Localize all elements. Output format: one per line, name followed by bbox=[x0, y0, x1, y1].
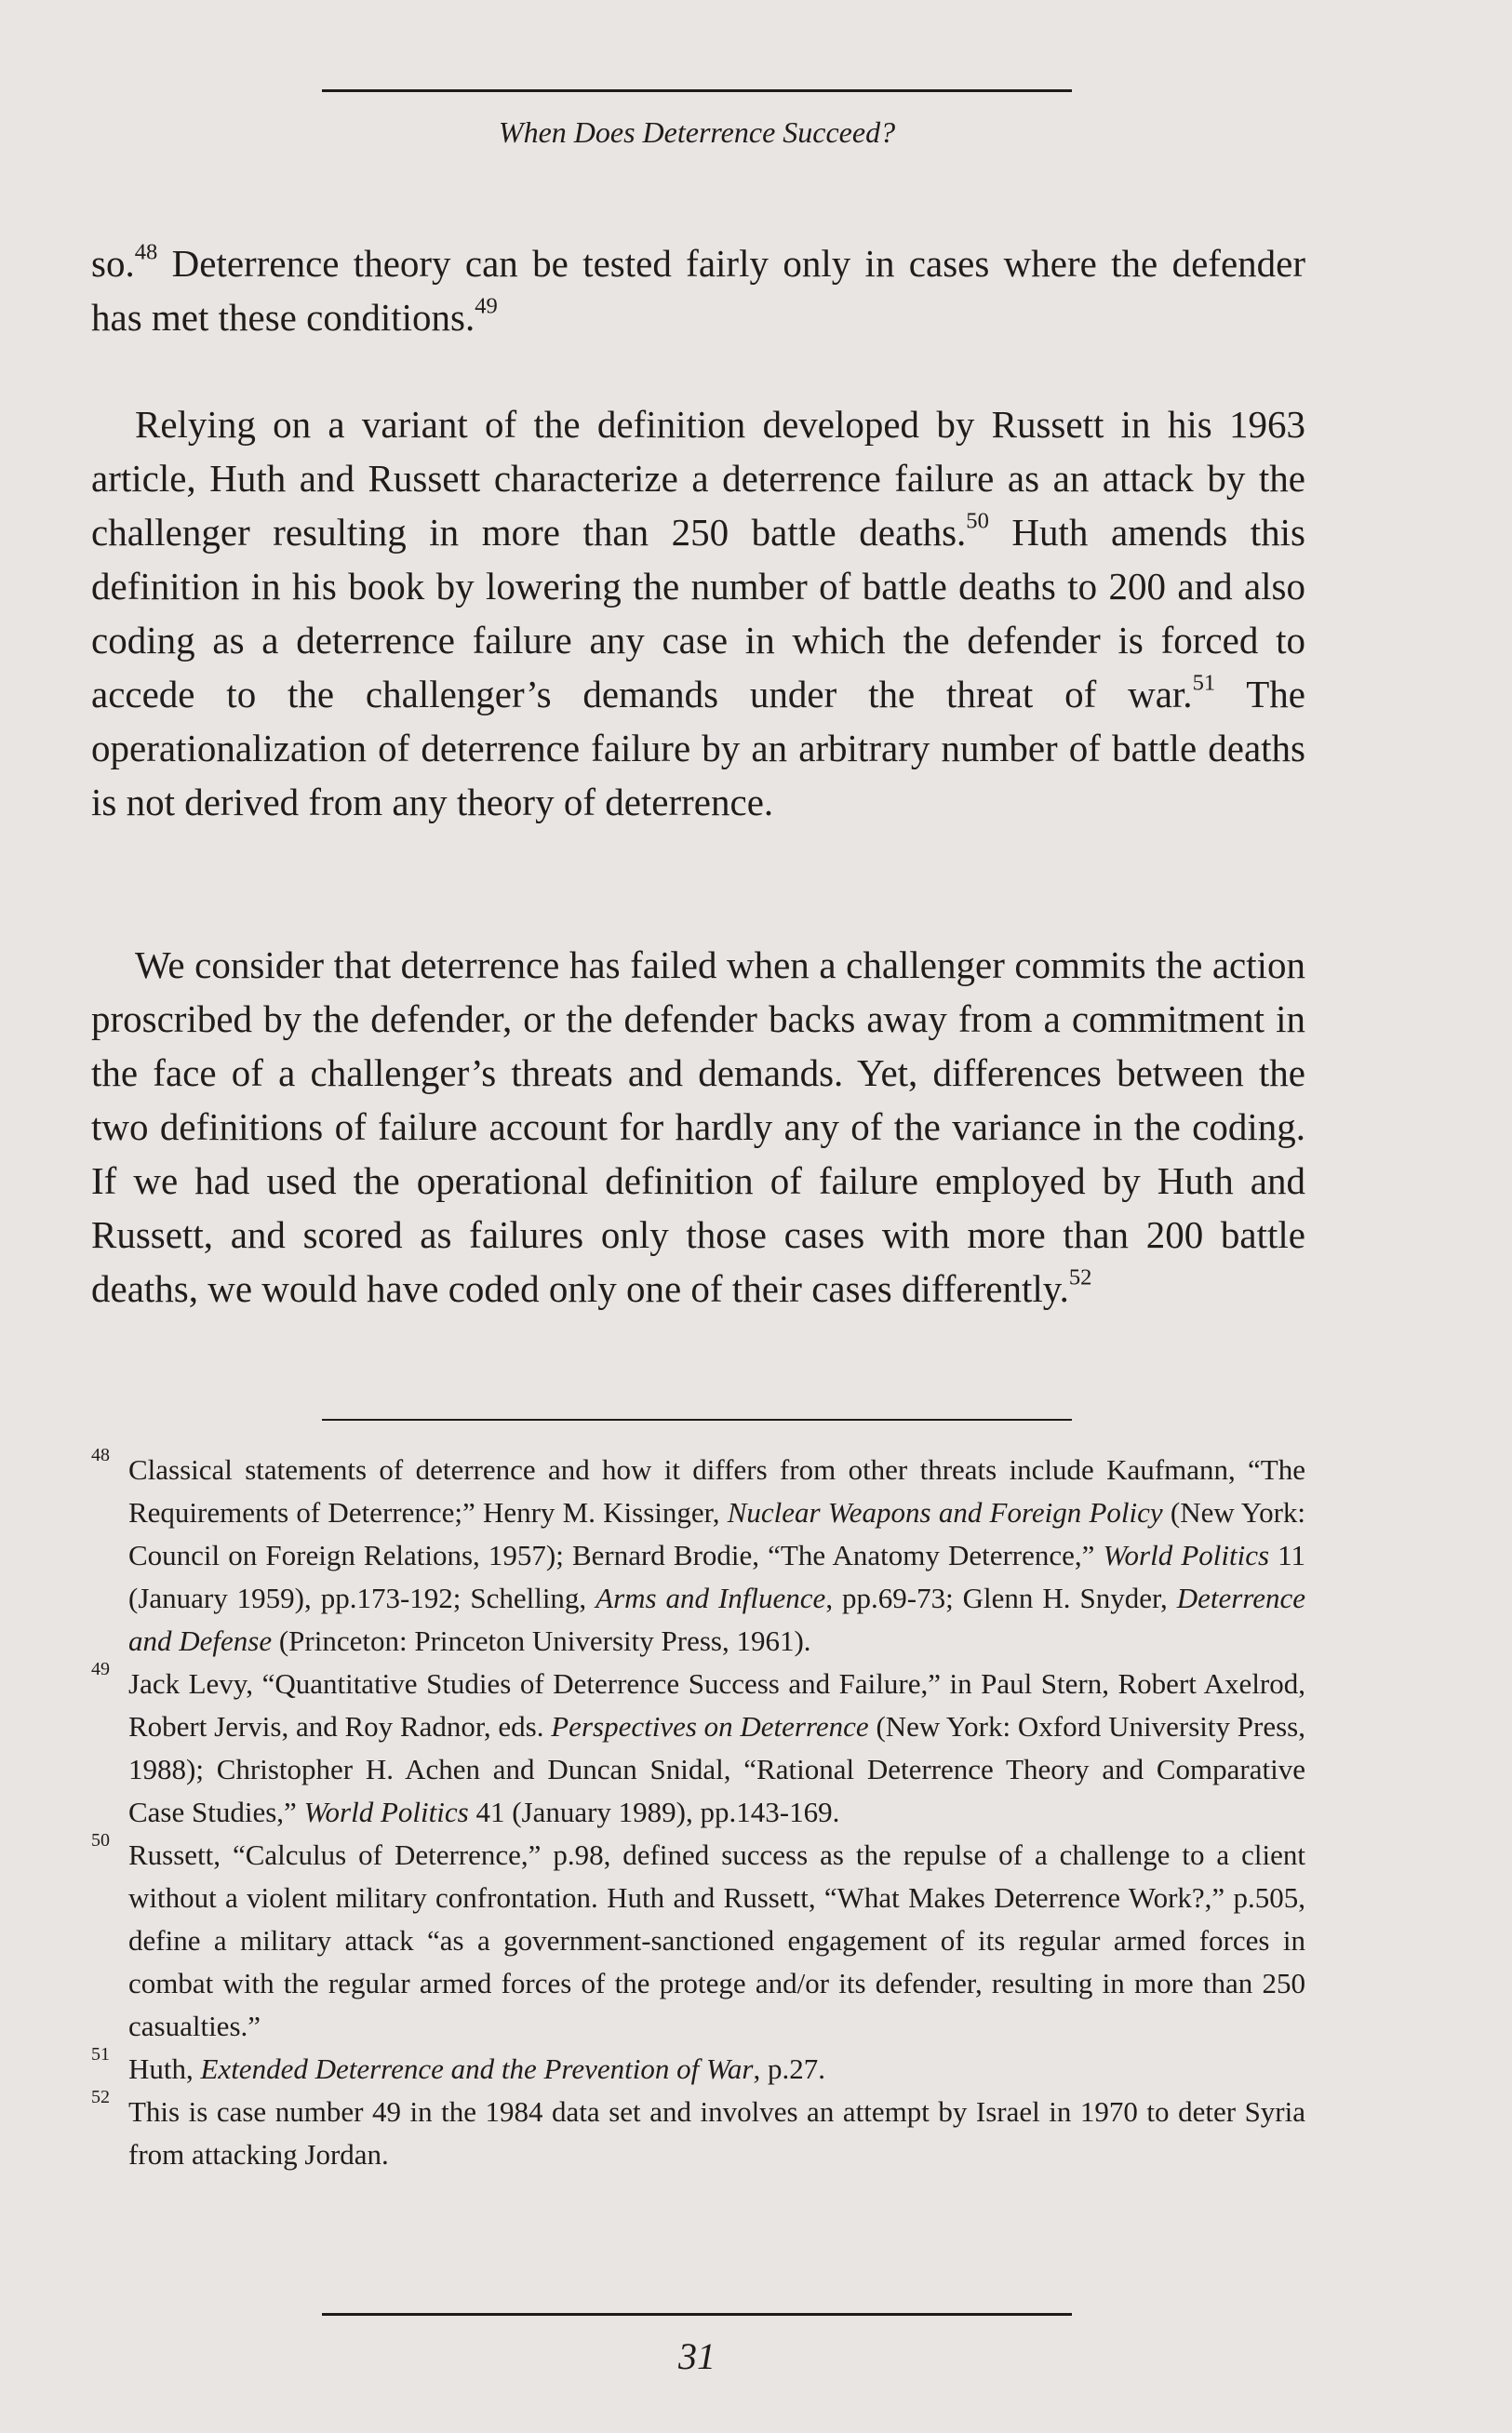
footer-rule bbox=[322, 2313, 1072, 2316]
page-number: 31 bbox=[678, 2335, 716, 2377]
running-head: When Does Deterrence Succeed? bbox=[498, 115, 896, 149]
footnote-48 bbox=[91, 1445, 1306, 1663]
paragraph-2 bbox=[91, 397, 1305, 829]
footnote-ref-52: 52 bbox=[1068, 1264, 1092, 1290]
text-run: Jack Levy, “Quantitative Studies of Deterrence Success and Failure,” in Paul Stern, Robert Axelrod, Robert Jervis, and Roy Radnor, eds. bbox=[128, 1667, 1305, 1743]
footnote-separator bbox=[322, 1419, 1072, 1421]
footnote-ref-50: 50 bbox=[966, 508, 989, 534]
text-run: (New York: Council on Foreign Relations, 1957); Bernard Brodie, “The Anatomy Deterrence,” bbox=[128, 1496, 1306, 1571]
paragraph-1 bbox=[91, 236, 1305, 344]
footnote-50 bbox=[91, 1830, 1305, 2048]
text-run: , pp.69-73; Glenn H. Snyder, bbox=[825, 1582, 1177, 1614]
footnote-ref-49: 49 bbox=[475, 293, 498, 319]
text-run: The operationalization of deterrence failure by an arbitrary number of battle deaths is not derived from any theory of deterrence. bbox=[91, 673, 1305, 823]
footnotes bbox=[91, 1445, 1306, 2176]
text-run: 11 (January 1959), pp.173-192; Schelling, bbox=[128, 1539, 1305, 1614]
footnote-number: 50 bbox=[91, 1830, 110, 1851]
text-run: Deterrence theory can be tested fairly only in cases where the defender has met these conditions. bbox=[91, 242, 1305, 339]
text-run: so. bbox=[91, 242, 135, 285]
footnote-number: 48 bbox=[91, 1445, 110, 1465]
citation-title: Extended Deterrence and the Prevention of War bbox=[200, 2052, 754, 2085]
text-run: (New York: Oxford University Press, 1988); Christopher H. Achen and Duncan Snidal, “Rational Deterrence Theory and Comparative Case Studies,” bbox=[128, 1710, 1305, 1828]
footnote-ref-51: 51 bbox=[1192, 670, 1216, 696]
citation-title: World Politics bbox=[303, 1796, 469, 1828]
text-run: Huth, bbox=[128, 2052, 201, 2085]
text-run: 41 (January 1989), pp.143-169. bbox=[468, 1796, 840, 1828]
text-run: (Princeton: Princeton University Press, 1961). bbox=[272, 1624, 811, 1657]
citation-title: Deterrence and Defense bbox=[128, 1582, 1306, 1657]
text-run: , p.27. bbox=[753, 2052, 825, 2085]
citation-title: Arms and Influence bbox=[595, 1582, 826, 1614]
text-run: Relying on a variant of the definition developed by Russett in his 1963 article, Huth and Russett characterize a deterrence failure as an attack by the challenger resulting in more than 250 battle deaths. bbox=[91, 403, 1305, 554]
footnote-number: 51 bbox=[91, 2044, 110, 2065]
footnote-number: 49 bbox=[91, 1659, 110, 1679]
footnote-number: 52 bbox=[91, 2087, 110, 2107]
citation-title: Perspectives on Deterrence bbox=[551, 1710, 869, 1743]
text-run: We consider that deterrence has failed when a challenger commits the action proscribed by the defender, or the defender backs away from a commitment in the face of a challenger’s threats and demands. Yet, differences between the two definitions of failure account for hardly any of the variance in the coding. If we had used the operational definition of failure employed by Huth and Russett, and scored as failures only those cases with more than 200 battle deaths, we would have coded only one of their cases differently. bbox=[91, 943, 1305, 1310]
footnote-52 bbox=[91, 2087, 1305, 2176]
footnote-49 bbox=[91, 1659, 1305, 1834]
text-run: Huth amends this definition in his book by lowering the number of battle deaths to 200 and also coding as a deterrence failure any case in which the defender is forced to accede to the challenger’s demands under the threat of war. bbox=[91, 511, 1305, 715]
text-run: Russett, “Calculus of Deterrence,” p.98, defined success as the repulse of a challenge to a client without a violent military confrontation. Huth and Russett, “What Makes Deterrence Work?,” p.505, define a military attack “as a government-sanctioned engagement of its regular armed forces in combat with the regular armed forces of the protege and/or its defender, resulting in more than 250 casualties.” bbox=[128, 1838, 1305, 2042]
citation-title: World Politics bbox=[1103, 1539, 1270, 1571]
text-run: This is case number 49 in the 1984 data set and involves an attempt by Israel in 1970 to deter Syria from attacking Jordan. bbox=[128, 2095, 1305, 2171]
header-rule bbox=[322, 89, 1072, 92]
text-run: Classical statements of deterrence and how it differs from other threats include Kaufmann, “The Requirements of Deterrence;” Henry M. Kissinger, bbox=[128, 1453, 1305, 1529]
paragraph-3 bbox=[91, 938, 1305, 1316]
footnote-51 bbox=[91, 2044, 1305, 2091]
citation-title: Nuclear Weapons and Foreign Policy bbox=[727, 1496, 1163, 1529]
footnote-ref-48: 48 bbox=[134, 239, 158, 265]
